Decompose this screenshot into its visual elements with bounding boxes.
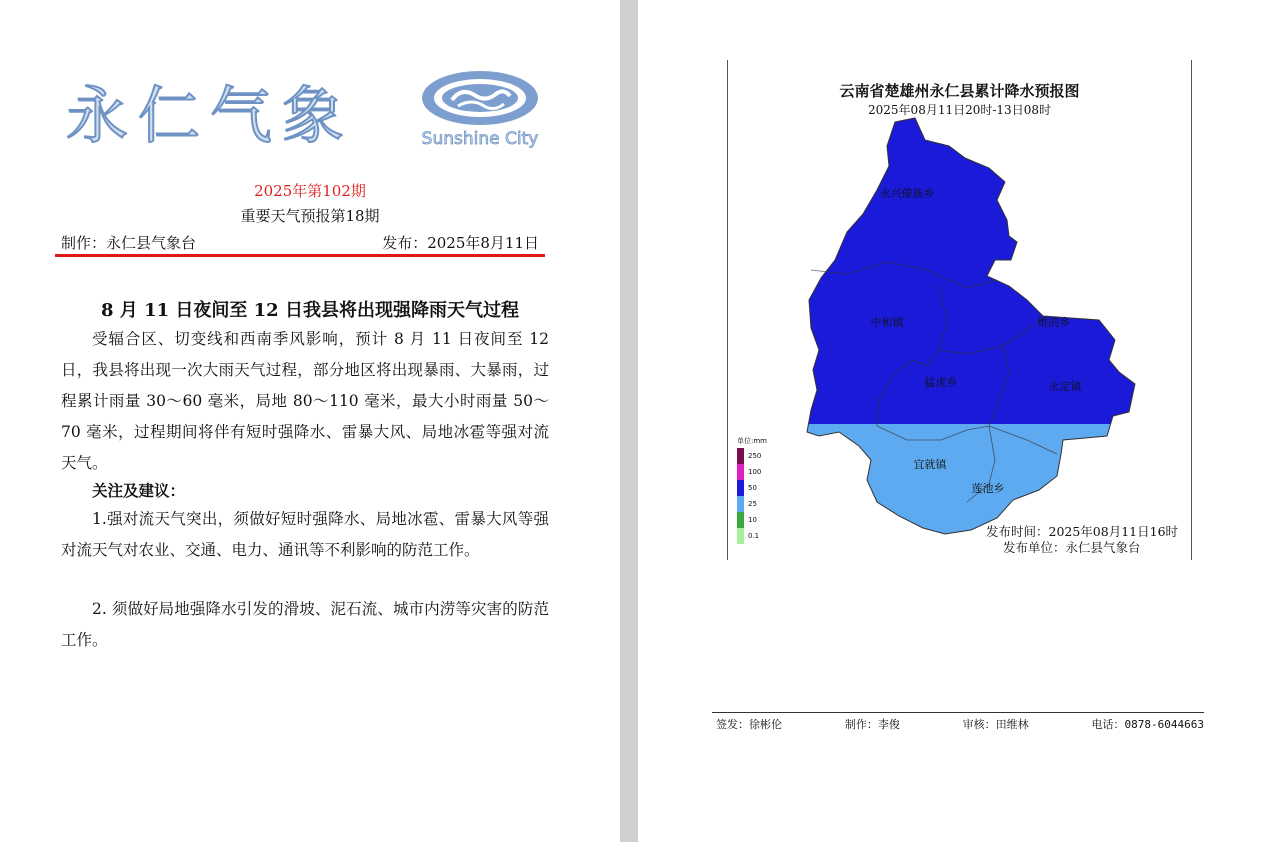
heavy-rain-zone — [727, 110, 1192, 424]
legend-item — [737, 464, 767, 480]
legend-swatch — [737, 528, 744, 544]
advice-item-1: 1.强对流天气突出，须做好短时强降水、局地冰雹、雷暴大风等强对流天气对农业、交通、电力、通讯等不利影响的防范工作。 — [61, 510, 549, 559]
page-gap — [620, 0, 638, 842]
advice-heading: 关注及建议： — [92, 481, 186, 500]
town-label-yongding: 永定镇 — [1048, 380, 1082, 393]
map-legend — [737, 436, 767, 544]
masthead-title: 永仁气象 — [66, 79, 355, 152]
legend-swatch — [737, 480, 744, 496]
town-label-yongxing: 永兴傣族乡 — [879, 187, 935, 200]
legend-label: 250 — [748, 452, 762, 460]
legend-label: 25 — [748, 500, 757, 508]
town-label-menghu: 猛虎乡 — [924, 376, 958, 389]
publish-date-label: 发布：2025年8月11日 — [382, 234, 539, 252]
map-publish-time: 发布时间：2025年08月11日16时 — [986, 524, 1179, 539]
advice-item-2: 2. 须做好局地强降水引发的滑坡、泥石流、城市内涝等灾害的防范工作。 — [61, 600, 549, 649]
footer-maker: 制作：李俊 — [844, 718, 900, 731]
article-paragraph: 受辐合区、切变线和西南季风影响，预计 8 月 11 日夜间至 12 日，我县将出现一次大雨天气过程，部分地区将出现暴雨、大暴雨，过程累计雨量 30～60 毫米，局地 80～110 毫米，最大小时雨量 50～70 毫米，过程期间将伴有短时强降水、雷暴大风、局地冰雹等强对流天气。 — [61, 330, 549, 472]
issue-subtitle: 重要天气预报第18期 — [240, 207, 380, 225]
footer — [716, 716, 1204, 732]
footer-phone: 电话：0878-6044663 — [1091, 718, 1204, 731]
meta-row — [61, 232, 539, 253]
red-divider — [55, 254, 545, 257]
legend-item — [737, 512, 767, 528]
legend-label: 0.1 — [748, 532, 760, 540]
precipitation-map — [727, 110, 1192, 550]
town-label-zhonghe: 中和镇 — [870, 316, 904, 329]
legend-item — [737, 448, 767, 464]
footer-divider — [712, 712, 1204, 713]
town-label-weide: 维的乡 — [1037, 316, 1071, 329]
legend-swatch — [737, 464, 744, 480]
map-title: 云南省楚雄州永仁县累计降水预报图 — [839, 82, 1080, 100]
legend-swatch — [737, 496, 744, 512]
issue-number: 2025年第102期 — [254, 182, 366, 200]
town-label-yijiu: 宜就镇 — [913, 458, 947, 471]
legend-label: 100 — [748, 468, 762, 476]
town-label-lianchi: 莲池乡 — [971, 482, 1005, 495]
legend-item — [737, 496, 767, 512]
footer-reviewer: 审核：田维林 — [962, 718, 1029, 731]
map-publish-unit: 发布单位：永仁县气象台 — [1003, 540, 1141, 555]
legend-swatch — [737, 512, 744, 528]
producer-label: 制作：永仁县气象台 — [61, 234, 197, 252]
footer-signer: 签发：徐彬伦 — [716, 718, 782, 731]
legend-unit: 单位:mm — [737, 437, 767, 445]
article-headline: 8 月 11 日夜间至 12 日我县将出现强降雨天气过程 — [101, 300, 519, 321]
legend-item — [737, 528, 767, 544]
document-page-left — [0, 0, 620, 842]
map-subtitle: 2025年08月11日20时-13日08时 — [868, 103, 1051, 117]
legend-item — [737, 480, 767, 496]
legend-label: 10 — [748, 516, 757, 524]
legend-swatch — [737, 448, 744, 464]
legend-label: 50 — [748, 484, 757, 492]
sunshine-city-logo — [418, 70, 543, 155]
svg-text:Sunshine City: Sunshine City — [421, 129, 539, 149]
